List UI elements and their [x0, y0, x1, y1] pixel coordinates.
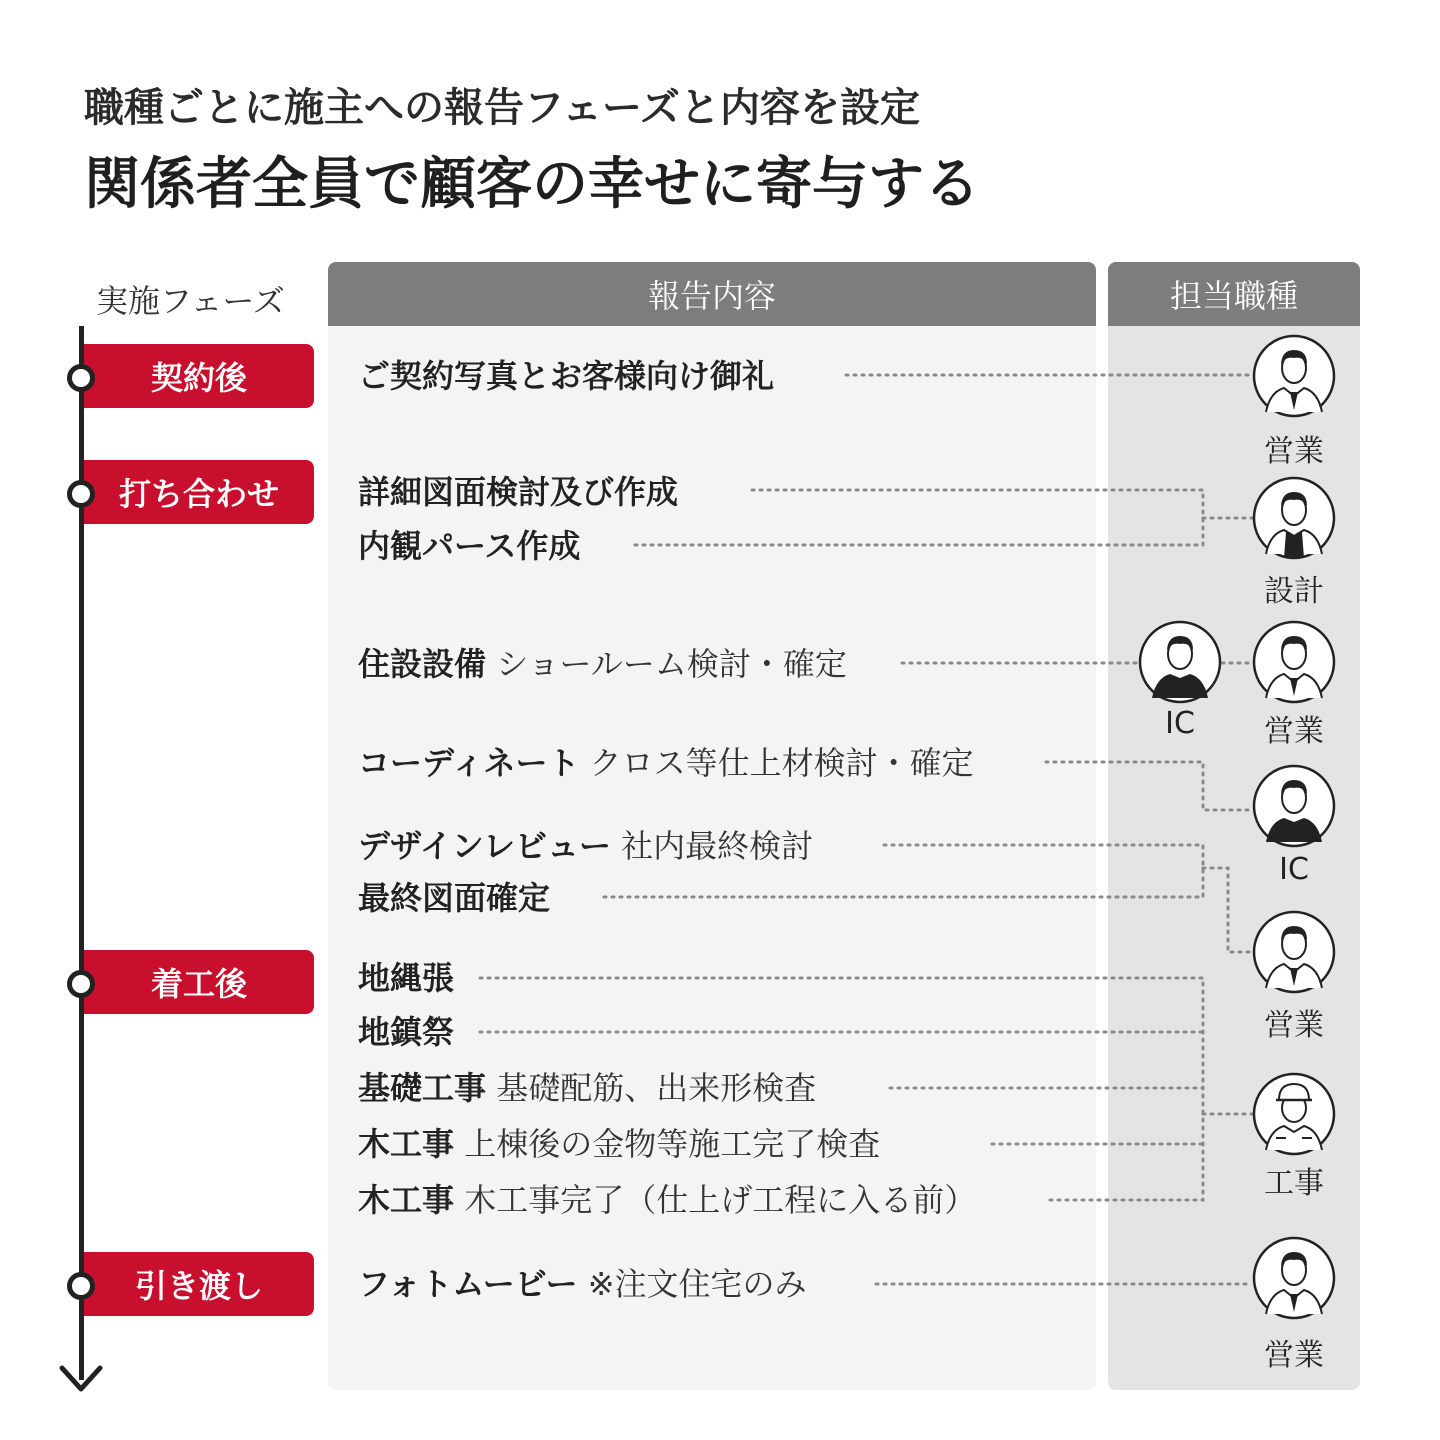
role-column-header: 担当職種 [1108, 262, 1360, 326]
sales-person-icon [1252, 910, 1336, 994]
sales-person-icon [1252, 620, 1336, 704]
report-item: 詳細図面検討及び作成 [358, 473, 679, 511]
phase-column-header: 実施フェーズ [96, 282, 285, 320]
timeline-dot [67, 364, 95, 392]
report-item: 最終図面確定 [358, 879, 551, 917]
designer-person-icon [1252, 476, 1336, 560]
report-item: 地縄張 [358, 959, 455, 997]
report-item: 木工事 木工事完了（仕上げ工程に入る前） [358, 1181, 977, 1219]
report-item: ご契約写真とお客様向け御礼 [358, 357, 775, 395]
ic-person-icon [1252, 764, 1336, 848]
report-item: コーディネート クロス等仕上材検討・確定 [358, 744, 974, 782]
report-item: 住設設備 ショールーム検討・確定 [358, 645, 847, 683]
phase-tag-hikiwatashi: 引き渡し [84, 1252, 314, 1316]
phase-tag-uchiawase: 打ち合わせ [84, 460, 314, 524]
sales-person-icon [1252, 1236, 1336, 1320]
role-label: 営業 [1264, 434, 1324, 469]
role-label: 営業 [1264, 714, 1324, 749]
timeline-dot [67, 970, 95, 998]
timeline-dot [67, 480, 95, 508]
sales-person-icon [1252, 334, 1336, 418]
role-label: 工事 [1264, 1166, 1324, 1201]
report-item: デザインレビュー 社内最終検討 [358, 827, 814, 865]
phase-tag-chakkougo: 着工後 [84, 950, 314, 1014]
report-item: 基礎工事 基礎配筋、出来形検査 [358, 1069, 817, 1107]
report-column-header: 報告内容 [328, 262, 1096, 326]
ic-person-icon [1138, 620, 1222, 704]
role-label: 営業 [1264, 1008, 1324, 1043]
report-item: 地鎮祭 [358, 1013, 455, 1051]
construction-person-icon [1252, 1072, 1336, 1156]
phase-tag-keiyakugo: 契約後 [84, 344, 314, 408]
report-item: フォトムービー ※注文住宅のみ [358, 1265, 807, 1303]
report-item: 内観パース作成 [358, 527, 581, 565]
role-label: 営業 [1264, 1338, 1324, 1373]
role-label: 設計 [1264, 574, 1324, 609]
timeline-dot [67, 1272, 95, 1300]
role-label: IC [1279, 852, 1309, 887]
title-line2: 関係者全員で顧客の幸せに寄与する [84, 152, 980, 217]
report-item: 木工事 上棟後の金物等施工完了検査 [358, 1125, 881, 1163]
title-line1: 職種ごとに施主への報告フェーズと内容を設定 [84, 85, 920, 131]
role-label: IC [1165, 706, 1195, 741]
